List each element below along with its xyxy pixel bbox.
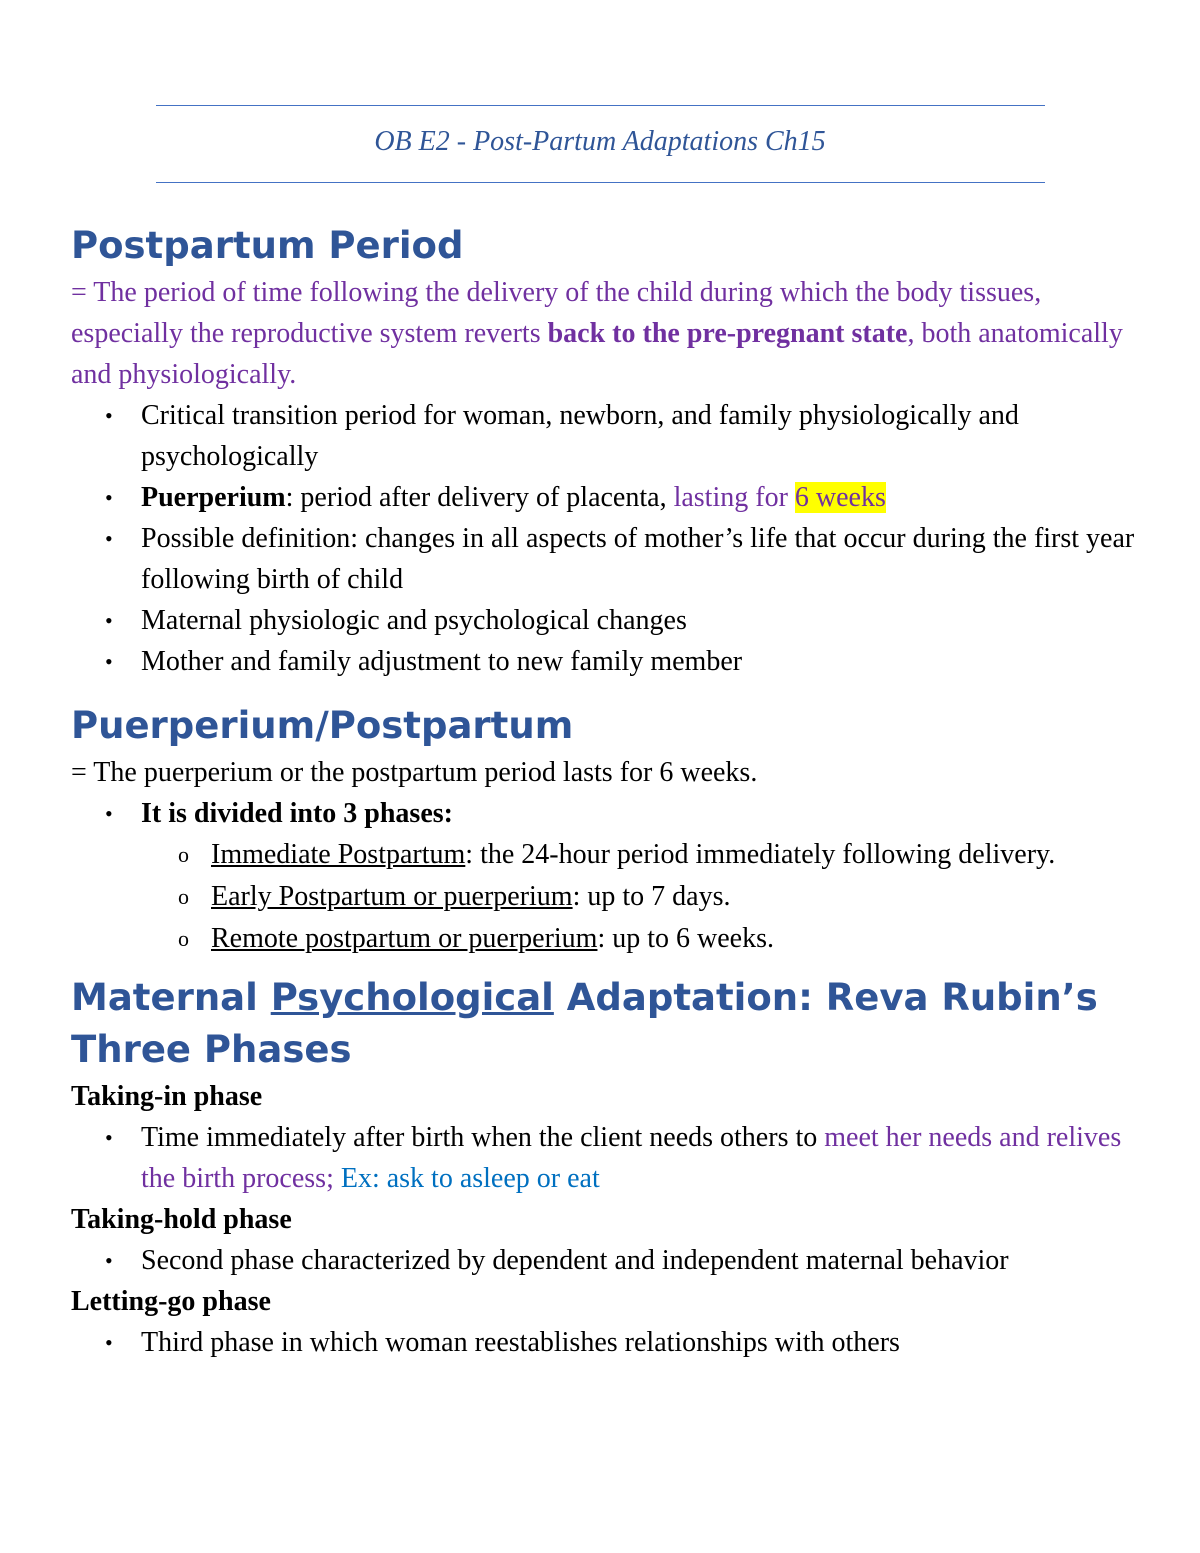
sub-list-item <box>71 834 1141 876</box>
document-body <box>71 220 1141 1363</box>
sub-bullet-icon: o <box>178 842 189 867</box>
letting-go-list <box>71 1322 1141 1363</box>
letting-go-phase-title <box>71 1281 1141 1322</box>
phase-name: Early Postpartum or puerperium <box>211 881 573 912</box>
postpartum-bullet-list <box>71 395 1141 682</box>
list-item <box>71 793 1141 834</box>
list-item <box>71 1322 1141 1363</box>
section-heading-puerperium-postpartum: Puerperium/Postpartum <box>71 704 574 747</box>
taking-hold-list <box>71 1240 1141 1281</box>
list-item <box>71 477 1141 518</box>
sub-bullet-icon: o <box>178 926 189 951</box>
title-rule-bottom <box>156 182 1045 183</box>
list-item-text: Maternal physiologic and psychological changes <box>141 605 687 636</box>
phase-description: : up to 7 days. <box>572 881 731 912</box>
list-item-purple-text: lasting for <box>673 482 795 513</box>
list-item-text: Second phase characterized by dependent and independent maternal behavior <box>141 1245 1009 1276</box>
list-item-blue-text: Ex: ask to asleep or eat <box>340 1163 600 1194</box>
phase-description: : up to 6 weeks. <box>597 923 774 954</box>
list-item <box>71 641 1141 682</box>
puerperium-definition: = The puerperium or the postpartum period lasts for 6 weeks. <box>71 757 758 788</box>
list-item <box>71 1117 1141 1199</box>
phase-title-text: Taking-in phase <box>71 1081 263 1112</box>
puerperium-bullet-list <box>71 793 1141 834</box>
list-item <box>71 395 1141 477</box>
definition-text-end: , both anatomically and physiologically. <box>71 318 1123 390</box>
list-item-text: Critical transition period for woman, newborn, and family physiologically and psychologically <box>141 400 1019 472</box>
sub-list-item <box>71 876 1141 918</box>
list-item-text: Possible definition: changes in all aspects of mother’s life that occur during the first year following birth of child <box>141 523 1135 595</box>
list-item-text: Mother and family adjustment to new family member <box>141 646 743 677</box>
taking-in-list <box>71 1117 1141 1199</box>
list-item-text: Time immediately after birth when the client needs others to <box>141 1122 825 1153</box>
puerperium-term: Puerperium <box>141 482 286 513</box>
phase-description: : the 24-hour period immediately following delivery. <box>465 839 1056 870</box>
list-item <box>71 1240 1141 1281</box>
sub-bullet-icon: o <box>178 884 189 909</box>
document-title: OB E2 - Post-Partum Adaptations Ch15 <box>374 126 826 157</box>
postpartum-definition <box>71 272 1141 395</box>
heading-underlined-text: Psychological <box>270 976 554 1019</box>
section-heading-postpartum-period: Postpartum Period <box>71 224 464 267</box>
heading-text-end: Adaptation: Reva Rubin’s Three Phases <box>71 976 1098 1071</box>
bullet-icon: • <box>105 403 113 428</box>
list-item-purple-text: meet her needs and relives the birth process; <box>141 1122 1122 1194</box>
definition-text: = The period of time following the delivery of the child during which the body tissues, especially the reproductive system reverts <box>71 277 1042 349</box>
list-item-text: Third phase in which woman reestablishes relationships with others <box>141 1327 900 1358</box>
bullet-icon: • <box>105 1330 113 1355</box>
bullet-icon: • <box>105 608 113 633</box>
phase-name: Remote postpartum or puerperium <box>211 923 598 954</box>
phase-title-text: Letting-go phase <box>71 1286 271 1317</box>
bullet-icon: • <box>105 649 113 674</box>
list-item <box>71 600 1141 641</box>
bullet-icon: • <box>105 526 113 551</box>
phase-title-text: Taking-hold phase <box>71 1204 292 1235</box>
bullet-icon: • <box>105 1125 113 1150</box>
bullet-icon: • <box>105 485 113 510</box>
taking-in-phase-title <box>71 1076 1141 1117</box>
bullet-icon: • <box>105 801 113 826</box>
phase-name: Immediate Postpartum <box>211 839 466 870</box>
taking-hold-phase-title <box>71 1199 1141 1240</box>
heading-text: Maternal <box>71 976 271 1019</box>
highlighted-duration: 6 weeks <box>794 482 886 513</box>
list-item-text: It is divided into 3 phases: <box>141 798 453 829</box>
sub-list-item <box>71 918 1141 960</box>
title-rule-top <box>156 105 1045 106</box>
list-item-text: : period after delivery of placenta, <box>285 482 674 513</box>
bullet-icon: • <box>105 1248 113 1273</box>
phases-sub-list <box>71 834 1141 960</box>
definition-bold-text: back to the pre-pregnant state <box>547 318 908 349</box>
list-item <box>71 518 1141 600</box>
section-heading-maternal-psychological-adaptation <box>71 972 1141 1076</box>
